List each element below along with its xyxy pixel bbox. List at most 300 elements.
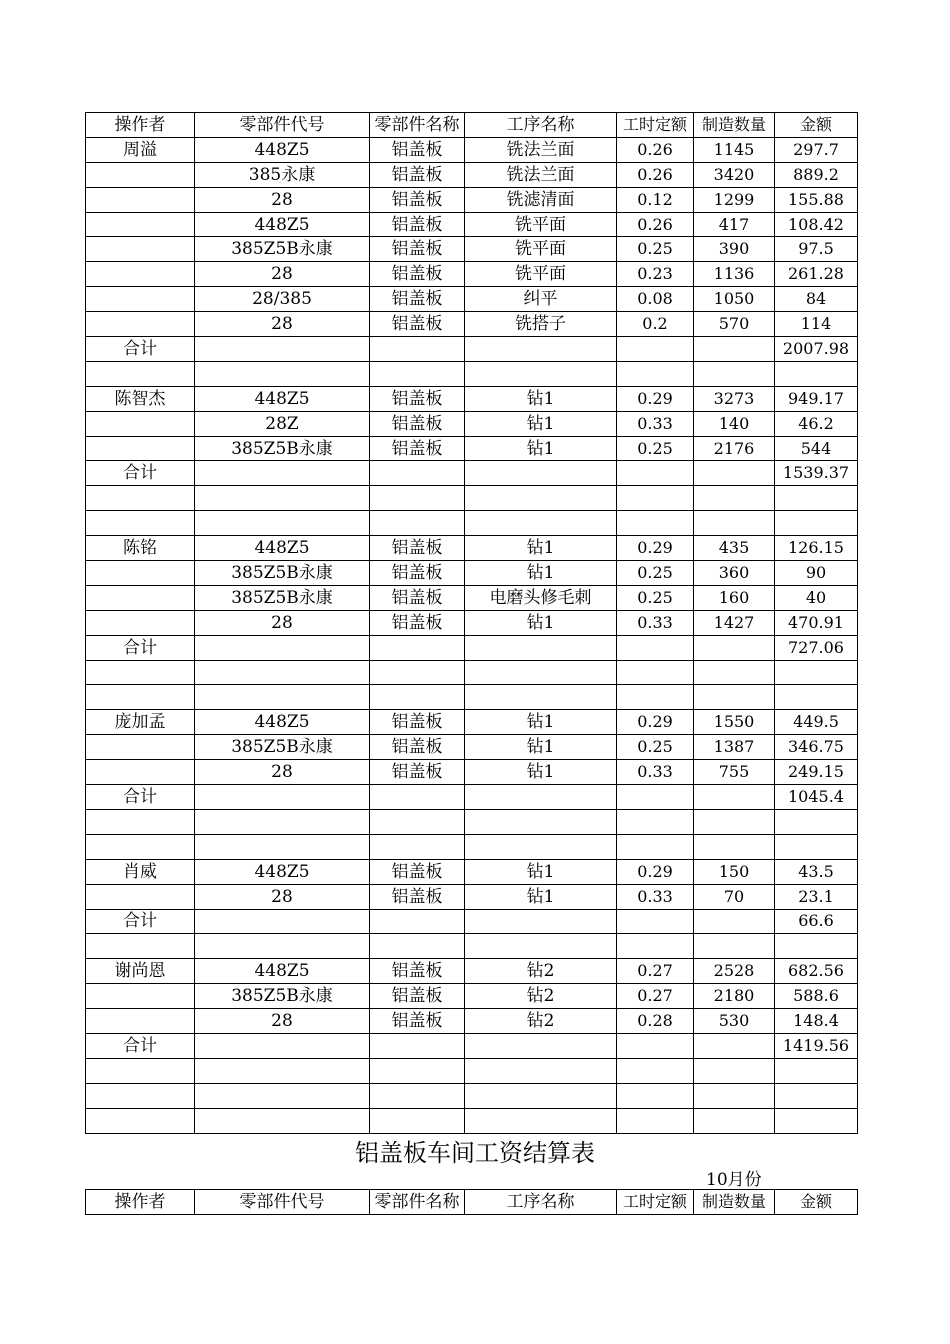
amount-cell: 金额: [775, 1190, 858, 1215]
process-cell: 铣滤清面: [465, 187, 617, 212]
amount-cell: 1539.37: [775, 461, 858, 486]
table-row: [86, 760, 858, 785]
operator-cell: [86, 486, 195, 511]
quantity-cell: 3420: [694, 162, 775, 187]
amount-cell: [775, 685, 858, 710]
part-name-cell: [370, 909, 465, 934]
part-name-cell: 铝盖板: [370, 237, 465, 262]
operator-cell: 操作者: [86, 1190, 195, 1215]
hour-quota-cell: 0.27: [617, 959, 694, 984]
table-row: [86, 137, 858, 162]
hour-quota-cell: 工时定额: [617, 1190, 694, 1215]
operator-cell: [86, 809, 195, 834]
process-cell: 钻2: [465, 959, 617, 984]
hour-quota-cell: [617, 1033, 694, 1058]
process-cell: 钻1: [465, 735, 617, 760]
part-code-cell: 385Z5B永康: [195, 984, 370, 1009]
operator-cell: [86, 162, 195, 187]
operator-cell: 操作者: [86, 113, 195, 138]
part-code-cell: 28: [195, 884, 370, 909]
hour-quota-cell: 0.26: [617, 212, 694, 237]
operator-cell: 合计: [86, 461, 195, 486]
operator-cell: [86, 585, 195, 610]
part-code-cell: 零部件代号: [195, 1190, 370, 1215]
part-name-cell: 铝盖板: [370, 610, 465, 635]
part-name-cell: 铝盖板: [370, 436, 465, 461]
header-row: [86, 113, 858, 138]
quantity-cell: 435: [694, 536, 775, 561]
part-name-cell: 铝盖板: [370, 536, 465, 561]
quantity-cell: [694, 486, 775, 511]
amount-cell: 46.2: [775, 411, 858, 436]
process-cell: 钻1: [465, 536, 617, 561]
part-code-cell: 28: [195, 187, 370, 212]
process-cell: 钻1: [465, 386, 617, 411]
part-name-cell: 铝盖板: [370, 561, 465, 586]
process-cell: 钻1: [465, 760, 617, 785]
amount-cell: 108.42: [775, 212, 858, 237]
hour-quota-cell: [617, 1108, 694, 1133]
hour-quota-cell: 0.26: [617, 137, 694, 162]
quantity-cell: [694, 809, 775, 834]
amount-cell: 66.6: [775, 909, 858, 934]
amount-cell: [775, 934, 858, 959]
part-code-cell: 385Z5B永康: [195, 237, 370, 262]
part-code-cell: 448Z5: [195, 859, 370, 884]
part-name-cell: 铝盖板: [370, 710, 465, 735]
process-cell: [465, 809, 617, 834]
part-code-cell: [195, 934, 370, 959]
table-row: [86, 959, 858, 984]
operator-cell: 谢尚恩: [86, 959, 195, 984]
part-code-cell: [195, 685, 370, 710]
amount-cell: 2007.98: [775, 337, 858, 362]
part-name-cell: [370, 834, 465, 859]
operator-cell: [86, 511, 195, 536]
operator-cell: [86, 312, 195, 337]
process-cell: 工序名称: [465, 113, 617, 138]
quantity-cell: 3273: [694, 386, 775, 411]
part-name-cell: 铝盖板: [370, 984, 465, 1009]
hour-quota-cell: 0.25: [617, 585, 694, 610]
table-row: [86, 660, 858, 685]
month-label: 10月份: [706, 1170, 762, 1190]
quantity-cell: 2180: [694, 984, 775, 1009]
table-row: [86, 610, 858, 635]
hour-quota-cell: 工时定额: [617, 113, 694, 138]
part-name-cell: [370, 1058, 465, 1083]
part-name-cell: 铝盖板: [370, 959, 465, 984]
amount-cell: [775, 809, 858, 834]
amount-cell: 97.5: [775, 237, 858, 262]
quantity-cell: [694, 909, 775, 934]
quantity-cell: [694, 511, 775, 536]
table-row: [86, 337, 858, 362]
operator-cell: [86, 735, 195, 760]
process-cell: 铣平面: [465, 262, 617, 287]
process-cell: 钻1: [465, 710, 617, 735]
table-row: [86, 486, 858, 511]
hour-quota-cell: 0.26: [617, 162, 694, 187]
part-code-cell: [195, 809, 370, 834]
table-row: [86, 785, 858, 810]
hour-quota-cell: 0.33: [617, 884, 694, 909]
operator-cell: [86, 834, 195, 859]
operator-cell: [86, 262, 195, 287]
amount-cell: 84: [775, 287, 858, 312]
quantity-cell: 160: [694, 585, 775, 610]
operator-cell: [86, 610, 195, 635]
part-code-cell: [195, 337, 370, 362]
table-row: [86, 237, 858, 262]
part-code-cell: [195, 1033, 370, 1058]
part-code-cell: [195, 1058, 370, 1083]
table-row: [86, 685, 858, 710]
process-cell: 钻1: [465, 561, 617, 586]
part-name-cell: 零部件名称: [370, 113, 465, 138]
part-code-cell: 28: [195, 1009, 370, 1034]
process-cell: [465, 1083, 617, 1108]
part-code-cell: 448Z5: [195, 959, 370, 984]
part-code-cell: [195, 511, 370, 536]
amount-cell: 297.7: [775, 137, 858, 162]
process-cell: 钻1: [465, 436, 617, 461]
part-name-cell: 铝盖板: [370, 760, 465, 785]
quantity-cell: 1050: [694, 287, 775, 312]
part-name-cell: [370, 1033, 465, 1058]
hour-quota-cell: [617, 785, 694, 810]
hour-quota-cell: [617, 660, 694, 685]
table-row: [86, 735, 858, 760]
amount-cell: 90: [775, 561, 858, 586]
part-name-cell: [370, 1108, 465, 1133]
table-row: [86, 287, 858, 312]
hour-quota-cell: 0.12: [617, 187, 694, 212]
amount-cell: [775, 660, 858, 685]
hour-quota-cell: [617, 461, 694, 486]
table-row: [86, 635, 858, 660]
quantity-cell: 1550: [694, 710, 775, 735]
part-code-cell: 385Z5B永康: [195, 735, 370, 760]
amount-cell: 588.6: [775, 984, 858, 1009]
part-code-cell: [195, 1108, 370, 1133]
process-cell: [465, 660, 617, 685]
operator-cell: [86, 760, 195, 785]
process-cell: [465, 934, 617, 959]
table-row: [86, 1108, 858, 1133]
operator-cell: [86, 436, 195, 461]
hour-quota-cell: [617, 834, 694, 859]
part-code-cell: 385Z5B永康: [195, 561, 370, 586]
part-name-cell: 铝盖板: [370, 137, 465, 162]
part-code-cell: 385永康: [195, 162, 370, 187]
table-row: [86, 1009, 858, 1034]
part-code-cell: 448Z5: [195, 137, 370, 162]
part-name-cell: 零部件名称: [370, 1190, 465, 1215]
amount-cell: 126.15: [775, 536, 858, 561]
part-code-cell: 448Z5: [195, 386, 370, 411]
amount-cell: [775, 1083, 858, 1108]
operator-cell: [86, 1009, 195, 1034]
hour-quota-cell: 0.23: [617, 262, 694, 287]
part-name-cell: 铝盖板: [370, 884, 465, 909]
hour-quota-cell: 0.29: [617, 859, 694, 884]
operator-cell: [86, 411, 195, 436]
operator-cell: [86, 212, 195, 237]
hour-quota-cell: 0.33: [617, 610, 694, 635]
part-code-cell: [195, 785, 370, 810]
quantity-cell: [694, 934, 775, 959]
operator-cell: [86, 884, 195, 909]
part-code-cell: 28: [195, 760, 370, 785]
process-cell: [465, 785, 617, 810]
process-cell: [465, 685, 617, 710]
quantity-cell: 360: [694, 561, 775, 586]
table-row: [86, 1033, 858, 1058]
quantity-cell: [694, 1033, 775, 1058]
quantity-cell: 417: [694, 212, 775, 237]
part-code-cell: 28/385: [195, 287, 370, 312]
process-cell: 纠平: [465, 287, 617, 312]
process-cell: 钻1: [465, 859, 617, 884]
part-code-cell: [195, 635, 370, 660]
operator-cell: 合计: [86, 635, 195, 660]
amount-cell: 889.2: [775, 162, 858, 187]
amount-cell: 23.1: [775, 884, 858, 909]
process-cell: [465, 1058, 617, 1083]
part-code-cell: [195, 486, 370, 511]
quantity-cell: 755: [694, 760, 775, 785]
amount-cell: 449.5: [775, 710, 858, 735]
part-code-cell: [195, 660, 370, 685]
part-name-cell: 铝盖板: [370, 1009, 465, 1034]
quantity-cell: 150: [694, 859, 775, 884]
hour-quota-cell: 0.25: [617, 436, 694, 461]
amount-cell: 261.28: [775, 262, 858, 287]
wage-table-2: [85, 1189, 858, 1215]
operator-cell: [86, 984, 195, 1009]
process-cell: [465, 909, 617, 934]
table-row: [86, 411, 858, 436]
part-code-cell: 448Z5: [195, 536, 370, 561]
part-name-cell: [370, 809, 465, 834]
quantity-cell: [694, 635, 775, 660]
part-code-cell: 385Z5B永康: [195, 436, 370, 461]
quantity-cell: 1299: [694, 187, 775, 212]
table-row: [86, 834, 858, 859]
hour-quota-cell: [617, 1058, 694, 1083]
process-cell: [465, 511, 617, 536]
wage-grid: [85, 112, 858, 1134]
hour-quota-cell: 0.29: [617, 386, 694, 411]
hour-quota-cell: 0.08: [617, 287, 694, 312]
amount-cell: 40: [775, 585, 858, 610]
process-cell: 钻1: [465, 884, 617, 909]
table-row: [86, 436, 858, 461]
table-row: [86, 934, 858, 959]
process-cell: 铣平面: [465, 237, 617, 262]
process-cell: [465, 635, 617, 660]
process-cell: [465, 834, 617, 859]
part-code-cell: 385Z5B永康: [195, 585, 370, 610]
operator-cell: 陈智杰: [86, 386, 195, 411]
part-name-cell: 铝盖板: [370, 859, 465, 884]
quantity-cell: 1136: [694, 262, 775, 287]
amount-cell: 155.88: [775, 187, 858, 212]
amount-cell: [775, 486, 858, 511]
process-cell: 铣法兰面: [465, 162, 617, 187]
hour-quota-cell: 0.28: [617, 1009, 694, 1034]
amount-cell: [775, 361, 858, 386]
operator-cell: [86, 287, 195, 312]
table-row: [86, 561, 858, 586]
table-row: [86, 1083, 858, 1108]
hour-quota-cell: 0.27: [617, 984, 694, 1009]
part-code-cell: [195, 834, 370, 859]
hour-quota-cell: 0.29: [617, 536, 694, 561]
table-row: [86, 585, 858, 610]
process-cell: 钻1: [465, 610, 617, 635]
table-row: [86, 361, 858, 386]
table-row: [86, 262, 858, 287]
process-cell: 电磨头修毛刺: [465, 585, 617, 610]
table-row: [86, 710, 858, 735]
quantity-cell: [694, 685, 775, 710]
quantity-cell: [694, 785, 775, 810]
operator-cell: [86, 361, 195, 386]
table-row: [86, 386, 858, 411]
operator-cell: [86, 1058, 195, 1083]
hour-quota-cell: 0.29: [617, 710, 694, 735]
quantity-cell: 570: [694, 312, 775, 337]
part-code-cell: 28: [195, 610, 370, 635]
table-row: [86, 809, 858, 834]
quantity-cell: 140: [694, 411, 775, 436]
wage-table-1: [85, 112, 858, 1134]
part-name-cell: [370, 337, 465, 362]
amount-cell: 1419.56: [775, 1033, 858, 1058]
quantity-cell: 530: [694, 1009, 775, 1034]
part-name-cell: 铝盖板: [370, 312, 465, 337]
process-cell: 铣法兰面: [465, 137, 617, 162]
part-name-cell: [370, 934, 465, 959]
process-cell: [465, 337, 617, 362]
part-name-cell: [370, 1083, 465, 1108]
quantity-cell: 390: [694, 237, 775, 262]
hour-quota-cell: [617, 361, 694, 386]
table-row: [86, 859, 858, 884]
operator-cell: [86, 660, 195, 685]
table-row: [86, 884, 858, 909]
hour-quota-cell: [617, 337, 694, 362]
operator-cell: [86, 561, 195, 586]
operator-cell: 合计: [86, 909, 195, 934]
process-cell: 钻2: [465, 984, 617, 1009]
part-name-cell: [370, 486, 465, 511]
part-code-cell: [195, 461, 370, 486]
hour-quota-cell: [617, 511, 694, 536]
hour-quota-cell: [617, 685, 694, 710]
amount-cell: 470.91: [775, 610, 858, 635]
operator-cell: 合计: [86, 337, 195, 362]
header-row: [86, 1190, 858, 1215]
part-name-cell: 铝盖板: [370, 287, 465, 312]
amount-cell: 148.4: [775, 1009, 858, 1034]
part-name-cell: 铝盖板: [370, 735, 465, 760]
hour-quota-cell: 0.25: [617, 561, 694, 586]
amount-cell: [775, 511, 858, 536]
process-cell: [465, 1108, 617, 1133]
amount-cell: 114: [775, 312, 858, 337]
process-cell: 钻2: [465, 1009, 617, 1034]
operator-cell: 陈铭: [86, 536, 195, 561]
operator-cell: [86, 237, 195, 262]
part-name-cell: 铝盖板: [370, 411, 465, 436]
quantity-cell: [694, 1083, 775, 1108]
hour-quota-cell: [617, 934, 694, 959]
process-cell: 钻1: [465, 411, 617, 436]
hour-quota-cell: [617, 486, 694, 511]
process-cell: 铣搭子: [465, 312, 617, 337]
amount-cell: 682.56: [775, 959, 858, 984]
operator-cell: [86, 934, 195, 959]
quantity-cell: [694, 361, 775, 386]
part-code-cell: [195, 909, 370, 934]
part-name-cell: [370, 660, 465, 685]
hour-quota-cell: 0.2: [617, 312, 694, 337]
part-code-cell: 448Z5: [195, 212, 370, 237]
part-code-cell: [195, 1083, 370, 1108]
process-cell: 铣平面: [465, 212, 617, 237]
amount-cell: 727.06: [775, 635, 858, 660]
process-cell: [465, 486, 617, 511]
table-row: [86, 461, 858, 486]
quantity-cell: 2176: [694, 436, 775, 461]
amount-cell: 346.75: [775, 735, 858, 760]
operator-cell: 肖威: [86, 859, 195, 884]
table-row: [86, 1058, 858, 1083]
operator-cell: 合计: [86, 785, 195, 810]
part-name-cell: 铝盖板: [370, 212, 465, 237]
table-row: [86, 536, 858, 561]
quantity-cell: 1145: [694, 137, 775, 162]
amount-cell: 544: [775, 436, 858, 461]
quantity-cell: [694, 660, 775, 685]
table-row: [86, 212, 858, 237]
quantity-cell: [694, 337, 775, 362]
part-code-cell: 28: [195, 312, 370, 337]
hour-quota-cell: 0.25: [617, 735, 694, 760]
hour-quota-cell: 0.25: [617, 237, 694, 262]
hour-quota-cell: 0.33: [617, 411, 694, 436]
operator-cell: [86, 685, 195, 710]
table-row: [86, 312, 858, 337]
quantity-cell: [694, 1108, 775, 1133]
process-cell: [465, 361, 617, 386]
part-code-cell: 28: [195, 262, 370, 287]
quantity-cell: 2528: [694, 959, 775, 984]
process-cell: [465, 461, 617, 486]
amount-cell: [775, 1058, 858, 1083]
hour-quota-cell: [617, 1083, 694, 1108]
part-name-cell: 铝盖板: [370, 585, 465, 610]
part-name-cell: [370, 461, 465, 486]
wage-grid-header: [85, 1189, 858, 1215]
table-row: [86, 162, 858, 187]
amount-cell: 金额: [775, 113, 858, 138]
part-name-cell: [370, 511, 465, 536]
table-row: [86, 909, 858, 934]
